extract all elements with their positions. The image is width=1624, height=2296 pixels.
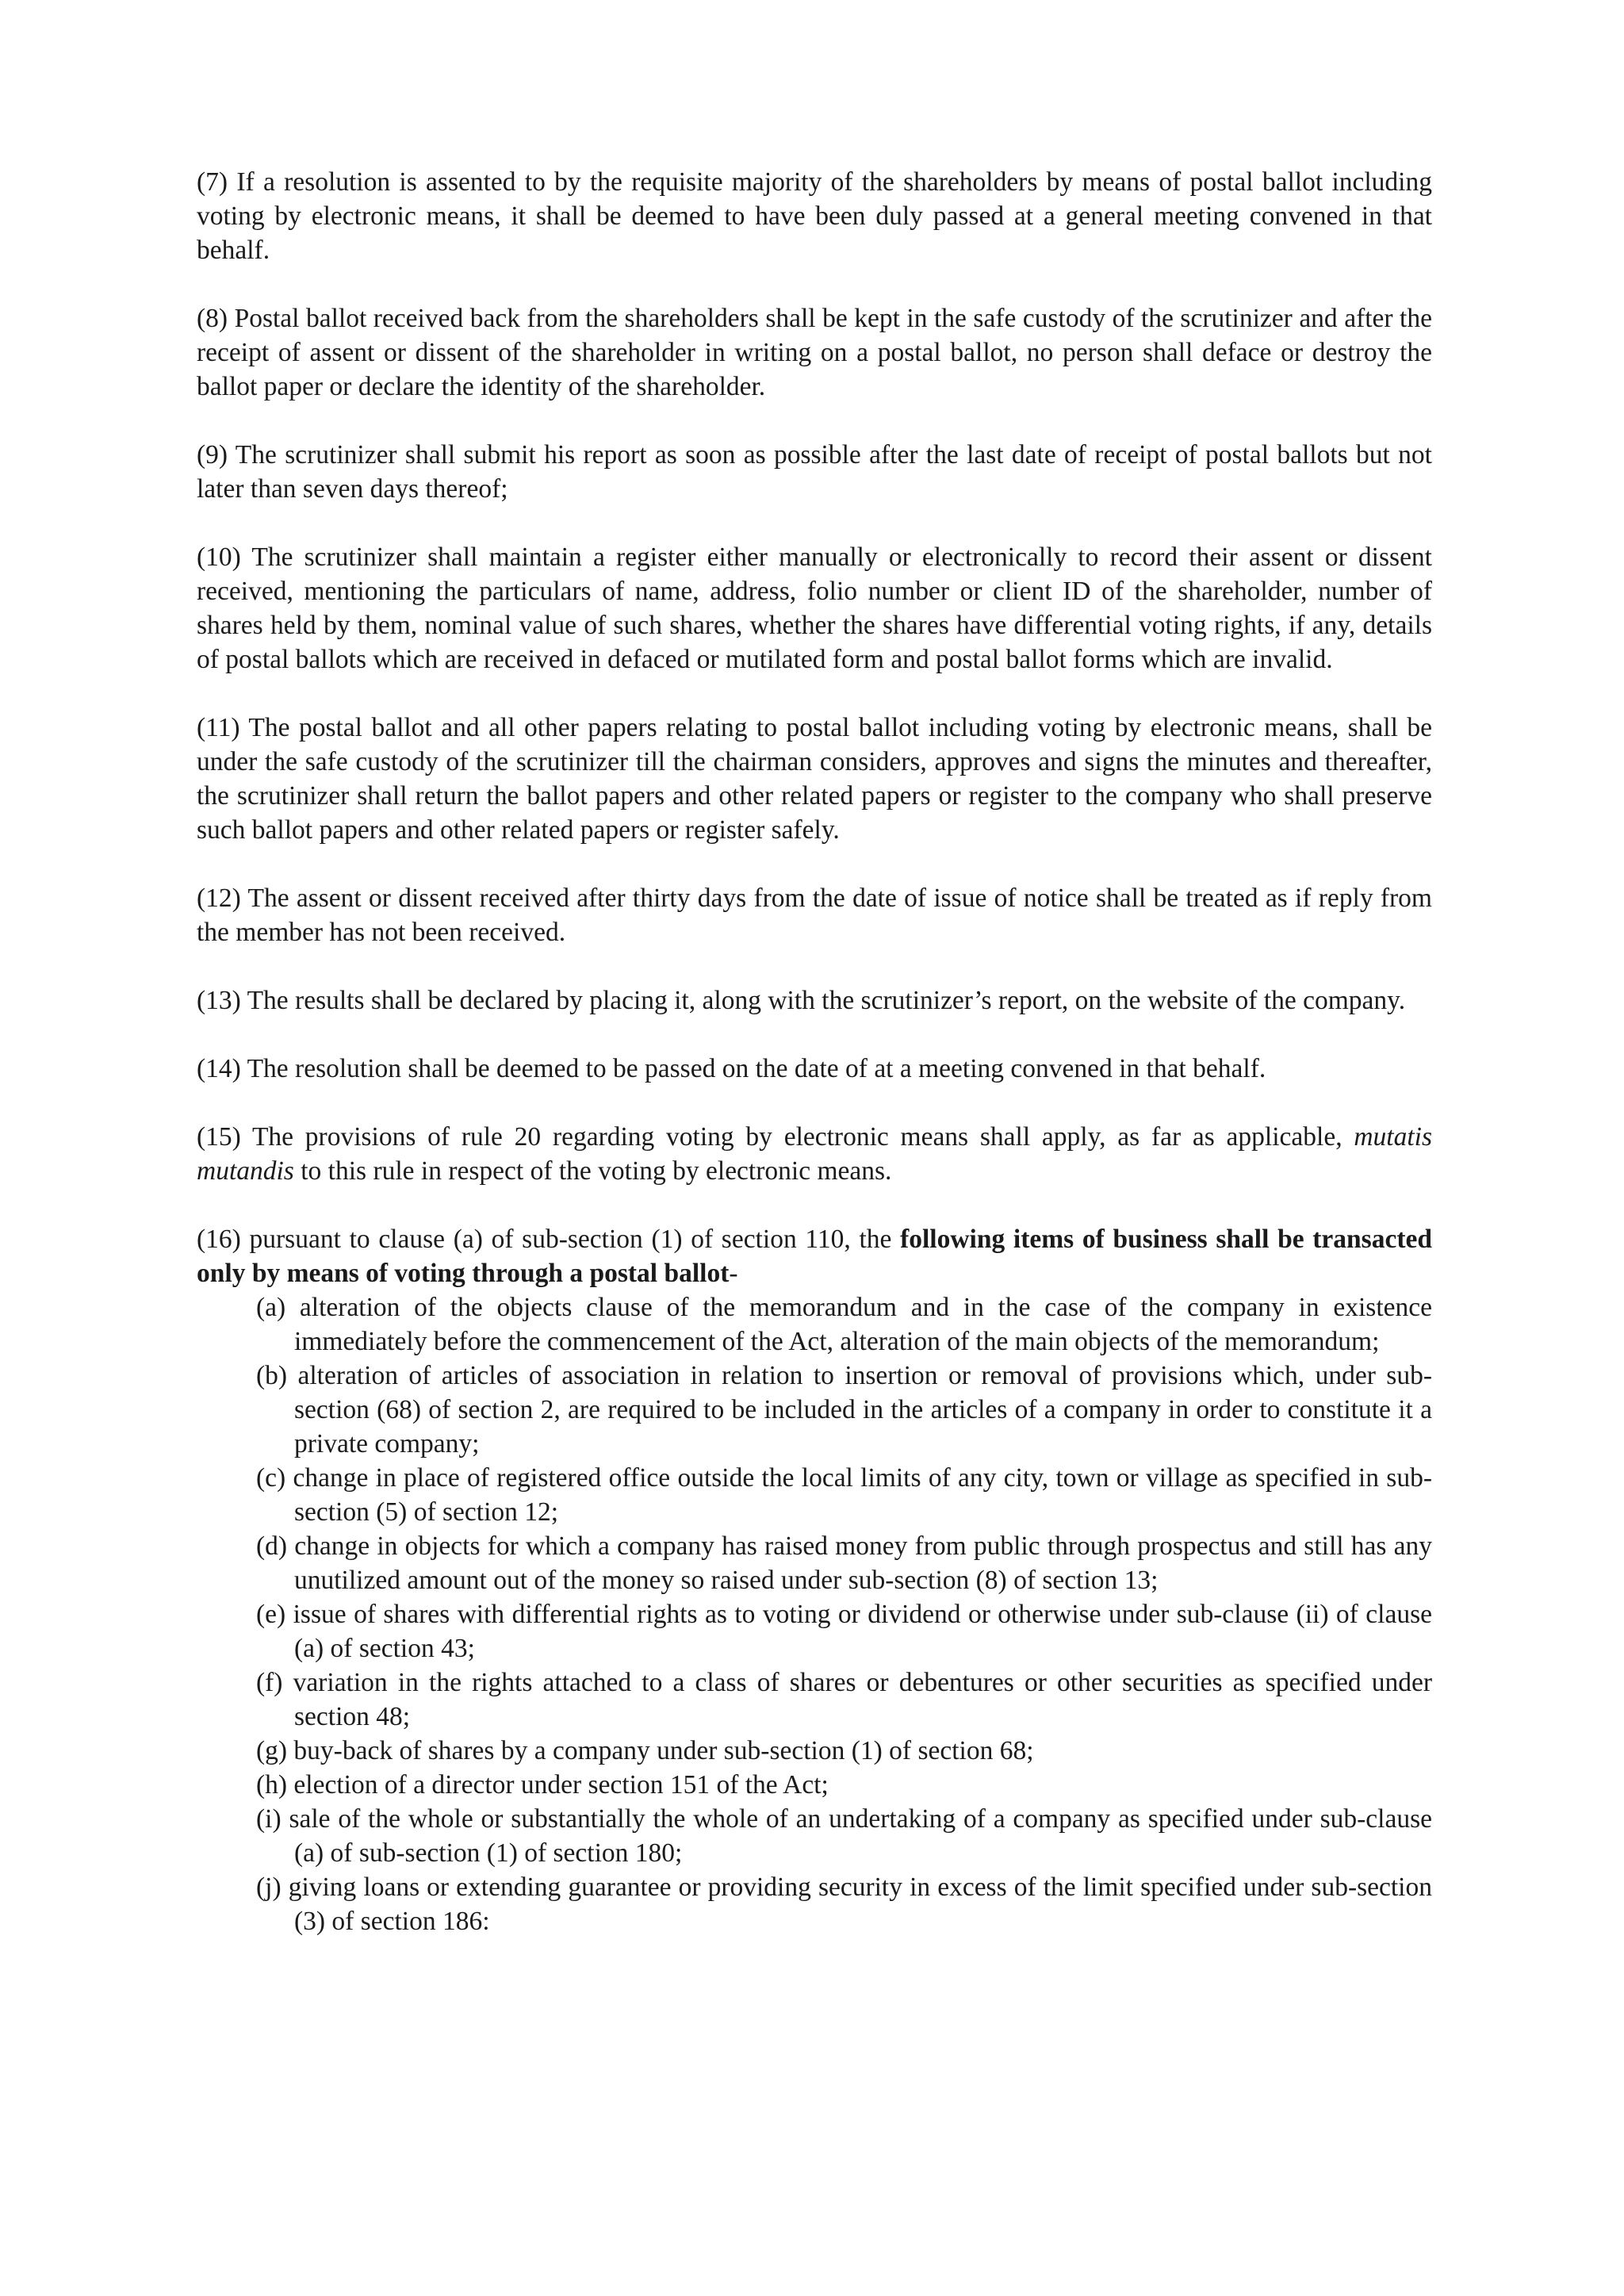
paragraph-15-text-start: (15) The provisions of rule 20 regarding voting by electronic means shall apply, as far as applicable,	[197, 1122, 1354, 1152]
paragraph-9: (9) The scrutinizer shall submit his report as soon as possible after the last date of receipt of postal ballots but not later than seven days thereof;	[197, 440, 1432, 504]
list-item-f: (f) variation in the rights attached to a class of shares or debentures or other securities as specified under section 48;	[256, 1668, 1432, 1731]
paragraph-12: (12) The assent or dissent received after thirty days from the date of issue of notice shall be treated as if reply from the member has not been received.	[197, 884, 1432, 947]
paragraph-16-bold-text: following items of business shall be transacted only by means of voting through a postal ballot	[197, 1225, 1432, 1288]
list-item-a: (a) alteration of the objects clause of the memorandum and in the case of the company in existence immediately before the commencement of the Act, alteration of the main objects of the memorandum;	[256, 1293, 1432, 1356]
paragraph-8: (8) Postal ballot received back from the shareholders shall be kept in the safe custody of the scrutinizer and after the receipt of assent or dissent of the shareholder in writing on a postal ballot, no person shall deface or destroy the ballot paper or declare the identity of the shareholder.	[197, 304, 1432, 401]
paragraph-15-italic-term: mutatis mutandis	[197, 1122, 1432, 1186]
list-item-g: (g) buy-back of shares by a company under sub-section (1) of section 68;	[256, 1736, 1034, 1765]
paragraph-11: (11) The postal ballot and all other papers relating to postal ballot including voting by electronic means, shall be under the safe custody of the scrutinizer till the chairman considers, approves and signs the minutes and thereafter, the scrutinizer shall return the ballot papers and other related papers or register to the company who shall preserve such ballot papers and other related papers or register safely.	[197, 713, 1432, 845]
postal-ballot-items-list	[197, 1290, 1432, 1938]
list-item-e: (e) issue of shares with differential rights as to voting or dividend or otherwise under sub-clause (ii) of clause (a) of section 43;	[256, 1600, 1432, 1663]
document-page	[197, 165, 1432, 1938]
list-item-j: (j) giving loans or extending guarantee or providing security in excess of the limit specified under sub-section (3) of section 186:	[256, 1872, 1432, 1936]
list-item-i: (i) sale of the whole or substantially the whole of an undertaking of a company as specified under sub-clause (a) of sub-section (1) of section 180;	[256, 1804, 1432, 1868]
list-item-c: (c) change in place of registered office outside the local limits of any city, town or village as specified in sub-section (5) of section 12;	[256, 1463, 1432, 1527]
paragraph-16-text-start: (16) pursuant to clause (a) of sub-section (1) of section 110, the	[197, 1225, 901, 1254]
list-item-d: (d) change in objects for which a company has raised money from public through prospectus and still has any unutilized amount out of the money so raised under sub-section (8) of section 13;	[256, 1531, 1432, 1595]
paragraph-15-text-end: to this rule in respect of the voting by electronic means.	[293, 1156, 892, 1186]
paragraph-15	[197, 1120, 1432, 1188]
list-item-h: (h) election of a director under section 151 of the Act;	[256, 1770, 829, 1800]
paragraph-14: (14) The resolution shall be deemed to be passed on the date of at a meeting convened in that behalf.	[197, 1054, 1266, 1083]
paragraph-7: (7) If a resolution is assented to by the requisite majority of the shareholders by means of postal ballot including voting by electronic means, it shall be deemed to have been duly passed at a general meeting convened in that behalf.	[197, 167, 1432, 265]
paragraph-16-text-end: -	[729, 1259, 738, 1288]
paragraph-13: (13) The results shall be declared by placing it, along with the scrutinizer’s report, on the website of the company.	[197, 986, 1406, 1015]
list-item-b: (b) alteration of articles of association in relation to insertion or removal of provisions which, under sub-section (68) of section 2, are required to be included in the articles of a company in order to constitute it a private company;	[256, 1361, 1432, 1458]
paragraph-16	[197, 1222, 1432, 1290]
paragraph-10: (10) The scrutinizer shall maintain a register either manually or electronically to record their assent or dissent received, mentioning the particulars of name, address, folio number or client ID of the shareholder, number of shares held by them, nominal value of such shares, whether the shares have differential voting rights, if any, details of postal ballots which are received in defaced or mutilated form and postal ballot forms which are invalid.	[197, 542, 1432, 674]
